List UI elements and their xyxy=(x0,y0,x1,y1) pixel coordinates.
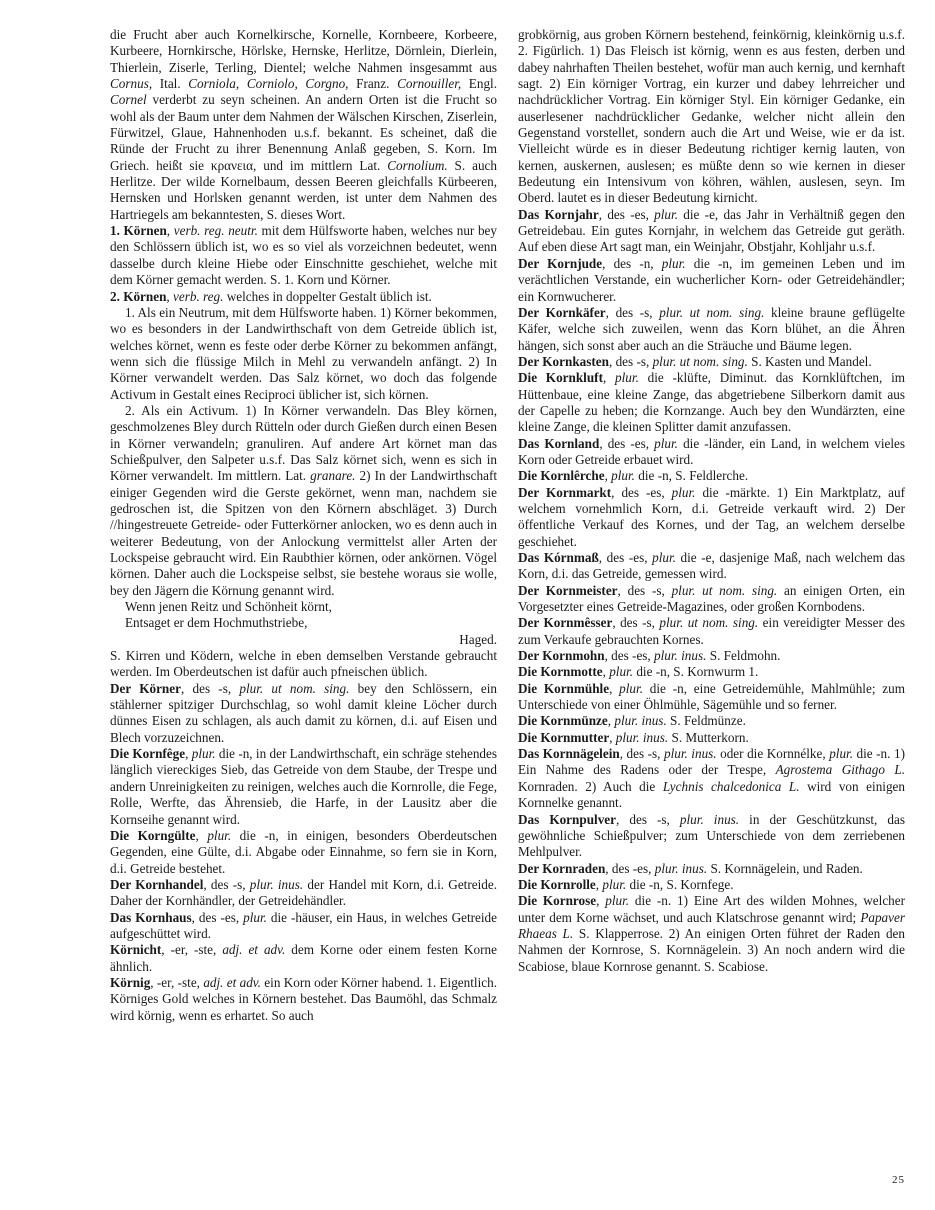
text-run: S. Klapperrose. 2) An einigen Orten führet der Raden den Nahmen der Kornrose, S. Kornnägelein. 3) An noch andern wird die Scabiose, blaue Kornrose genannt. S. Scabiose. xyxy=(518,925,905,974)
text-paragraph xyxy=(518,27,905,207)
italic-text: plur. xyxy=(609,664,634,680)
italic-text: plur. ut nom. sing. xyxy=(659,304,765,320)
text-run: die -klüfte, Diminut. das Kornklüftchen, im Hüttenbaue, eine kleine Zange, das abgetriebene Silberkorn damit aus der Capelle zu heben; die Kornzange. Auch bey den Wundärzten, eine kleine Zange, die kleinen Splitter damit anzufassen. xyxy=(518,370,905,435)
text-run: S. Kornnägelein, und Raden. xyxy=(707,860,863,876)
italic-text: plur. xyxy=(605,893,630,909)
text-paragraph xyxy=(110,403,497,599)
text-run: die -länder, ein Land, in welchem vieles Korn oder Getreide erbauet wird. xyxy=(518,435,905,467)
right-column xyxy=(518,27,905,975)
entry-headword: Das Kornland xyxy=(518,435,600,451)
text-run: an einigen Orten, ein Vorgesetzter eines Getreide-Magazines, oder großen Kornbodens. xyxy=(518,582,906,615)
italic-text: plur. xyxy=(829,746,854,762)
text-run: 1. Als ein Neutrum, mit dem Hülfsworte haben. 1) Körner bekommen, wo es besonders in der Landwirthschaft von dem Getreide üblich ist, welches körnet, wenn es feste oder derbe Körner zu bekommen anfängt, wenn sich die flüssige Milch in Mehl zu verwandeln anfängt. 2) In Körner verwandelt werden. Das Salz körnet, wo doch das folgende Activum in Gestalt eines Reciproci üblicher ist, sich körnen. xyxy=(110,304,497,402)
dictionary-entry xyxy=(518,746,905,811)
text-run: der Handel mit Korn, d.i. Getreide. Daher der Kornhändler, der Getreidehändler. xyxy=(110,876,497,909)
text-run: S. Mutterkorn. xyxy=(668,729,749,745)
text-run: 2) In der Landwirthschaft einiger Gegenden wird die Gerste gekörnet, wenn man, nachdem sie gedroschen ist, die Spitzen von den Körnern abschläget. 3) Durch //hingestreuete Getreide- oder Futterkörner anlocken, wo es denn auch in weiterer Bedeutung, von der Anlockung vermittelst aller Arten der Lockspeise gebraucht wird. Ein Raubthier körnen, oder ankörnen. Vögel körnen. Daher auch die Lockspeise selbst, sie bestehe woraus sie wolle, bey den Jägern die Körnung genannt wird. xyxy=(110,468,498,598)
entry-headword: Körnicht xyxy=(110,942,162,958)
dictionary-entry xyxy=(518,256,905,305)
dictionary-entry xyxy=(518,583,905,616)
entry-headword: Der Kornmarkt xyxy=(518,484,612,500)
dictionary-entry xyxy=(518,893,905,975)
text-run: , xyxy=(604,468,612,484)
italic-text: plur. ut nom. sing. xyxy=(659,615,759,631)
entry-headword: 1. Körnen xyxy=(110,223,167,239)
text-run: S. auch Herlitze. Der wilde Kornelbaum, dessen Beeren gleichfalls Kürbeeren, Hernsken und Horlsken genannt werden, ist unter dem Nahmen des Hartriegels am bekanntesten, S. dieses Wort. xyxy=(110,157,497,222)
text-run: S. Feldmünze. xyxy=(666,713,746,729)
entry-headword: Der Körner xyxy=(110,680,181,696)
italic-text: plur. inus. xyxy=(679,811,740,827)
italic-text: plur. xyxy=(207,827,232,843)
dictionary-entry xyxy=(518,877,905,893)
text-run: ein Korn oder Körner habend. 1. Eigentlich. Körniges Gold welches in Körnern bestehet. Das Baumöhl, das Schmalz wird körnig, wenn es erhartet. So auch xyxy=(110,974,497,1023)
text-run: , des -s, xyxy=(608,353,653,369)
dictionary-entry xyxy=(518,370,905,435)
text-run: , des -s, xyxy=(616,811,680,827)
italic-text: plur. ut nom. sing. xyxy=(671,582,778,598)
italic-text: plur. inus. xyxy=(654,648,707,664)
text-run: Engl. xyxy=(461,76,498,92)
text-run: , xyxy=(609,680,620,696)
dictionary-entry xyxy=(518,664,905,680)
text-run: , des -s, xyxy=(605,304,660,320)
text-run: , des -s, xyxy=(180,680,240,696)
entry-headword: Die Kornmotte xyxy=(518,664,603,680)
text-run: die -n, S. Kornwurm 1. xyxy=(633,664,759,680)
dictionary-entry xyxy=(518,648,905,664)
text-run: die Frucht aber auch Kornelkirsche, Kornelle, Kornbeere, Korbeere, Kurbeere, Hornkirsche, Hörlske, Hernske, Herlitze, Dörnlein, Dierlein, Thierlein, Ziserle, Terling, Dientel; welche Nahmen insgesammt aus xyxy=(110,27,497,75)
italic-text: plur. inus. xyxy=(663,746,717,762)
text-run: kleine braune geflügelte Käfer, welche sich zuweilen, wenn das Korn blühet, an die Ähren hängen, sich sonst aber auch an die Sträuche und Bäume legen. xyxy=(518,304,906,353)
dictionary-entry xyxy=(518,861,905,877)
italic-text: Lychnis chalcedonica L. xyxy=(662,778,800,794)
dictionary-entry xyxy=(110,223,497,288)
text-run: Haged. xyxy=(459,631,497,647)
entry-headword: 2. Körnen xyxy=(110,288,167,304)
italic-text: granare. xyxy=(310,468,356,484)
entry-headword: Der Kornkäfer xyxy=(518,304,606,320)
dictionary-entry xyxy=(110,910,497,943)
text-run: bey den Schlössern, ein stählerner spitziger Durchschlag, so wohl damit kleine Löcher durch dünnes Eisen zu schlagen, als auch damit zu körnen, d.i. auf Eisen und Blech vorzuzeichnen. xyxy=(110,680,497,745)
text-run: verderbt zu seyn scheinen. An andern Orten ist die Frucht so wohl als der Baum unter dem Nahmen der Wälschen Kirschen, Ziserlein, Fürwitzel, Glaue, Hahnenhoden u.s.f. bekannt. Es scheinet, daß die Ründe der Frucht zu ihrer Benennung Anlaß gegeben, S. Korn. Im Griech. heißt sie κρανεια, und im mittlern Lat. xyxy=(110,92,497,173)
text-run: , des -s, xyxy=(619,746,664,762)
entry-headword: Die Kornmutter xyxy=(518,729,610,745)
page-number: 25 xyxy=(892,1174,905,1186)
entry-headword: Das Kornnägelein xyxy=(518,746,620,762)
text-run: , xyxy=(602,664,610,680)
text-paragraph xyxy=(110,599,497,615)
entry-headword: Der Kornjude xyxy=(518,255,603,271)
entry-headword: Der Kornkasten xyxy=(518,353,609,369)
text-run: , des -es, xyxy=(598,206,655,222)
text-run: welches in doppelter Gestalt üblich ist. xyxy=(223,288,432,304)
entry-headword: Das Kornjahr xyxy=(518,206,599,222)
italic-text: plur. xyxy=(243,909,267,925)
italic-text: plur. inus. xyxy=(615,729,669,745)
entry-headword: Die Kornfêge xyxy=(110,746,186,762)
dictionary-entry xyxy=(518,550,905,583)
entry-headword: Körnig xyxy=(110,974,151,990)
text-run: mit dem Hülfsworte haben, welches nur bey den Schlössern üblich ist, wo es so viel als vorzeichnen bedeutet, wenn dasselbe durch kleine Hiebe oder Einschnitte geschiehet, welche mit dem Körner gemacht werden. S. 1. Korn und Körner. xyxy=(110,223,498,288)
entry-headword: Der Kornmêsser xyxy=(518,615,613,631)
text-run: , des -n, xyxy=(602,255,662,271)
entry-headword: Das Kornpulver xyxy=(518,811,616,827)
left-column xyxy=(110,27,497,1024)
italic-text: Papaver Rhaeas L. xyxy=(518,909,905,941)
entry-headword: Der Kornmeister xyxy=(518,582,618,598)
text-paragraph xyxy=(110,305,497,403)
text-run: grobkörnig, aus groben Körnern bestehend, feinkörnig, kleinkörnig u.s.f. 2. Figürlich. 1) Das Fleisch ist körnig, wenn es aus festen, derben und dabey nahrhaften Theilen bestehet, wofür man auch kernig, und kernhaft sagt. 2) Ein körniger Vortrag, ein kurzer und dabey lehrreicher und nachdrücklicher Vortrag. Ein körniger Styl. Ein körniger Gedanke, ein auserlesener nachdrücklicher Gedanke, welcher nicht allein den Gegenstand vorstellet, sondern auch die Art und Weise, wie er da ist. Vielleicht würde es in dieser Bedeutung richtiger kernig lauten, von kernen, auskernen, auslesen; es müßte denn so wie kernen in dieser Bedeutung ein Intensivum von köhren, wählen, auslesen, seyn. Im Oberd. lautet es in dieser Bedeutung kirnicht. xyxy=(518,27,905,206)
text-paragraph xyxy=(110,615,497,631)
text-run: die -n, eine Getreidemühle, Mahlmühle; zum Unterschiede von einer Öhlmühle, Sägemühle und so ferner. xyxy=(518,680,905,713)
text-run: die -häuser, ein Haus, in welches Getreide aufgeschüttet wird. xyxy=(110,909,498,941)
italic-text: verb. reg. xyxy=(173,288,224,304)
entry-headword: Das Kornhaus xyxy=(110,909,192,925)
text-run: Ital. xyxy=(152,76,189,92)
dictionary-entry xyxy=(110,975,497,1024)
text-run: dem Korne oder einem festen Korne ähnlich. xyxy=(110,942,497,974)
text-paragraph xyxy=(110,648,497,681)
text-run: die -e, dasjenige Maß, nach welchem das Korn, d.i. das Getreide, gemessen wird. xyxy=(518,550,905,582)
text-run: , des -es, xyxy=(605,860,655,876)
dictionary-entry xyxy=(518,812,905,861)
text-run: S. Feldmohn. xyxy=(706,648,781,664)
italic-text: adj. et adv. xyxy=(203,974,261,990)
text-run: , des -s, xyxy=(612,615,660,631)
dictionary-entry xyxy=(518,713,905,729)
text-run: die -e, das Jahr in Verhältniß gegen den Getreidebau. Ein gutes Kornjahr, in welchem das Getreide gut geräth. Auf eben diese Art sagt man, ein Weinjahr, Obstjahr, Kohljahr u.s.f. xyxy=(518,206,905,255)
text-run: die -n, in einigen, besonders Oberdeutschen Gegenden, eine Gülte, d.i. Abgabe oder Einnahme, so fern sie in Korn, d.i. Getreide bestehet. xyxy=(110,827,498,876)
text-run: wird von einigen Kornnelke genannt. xyxy=(518,778,905,811)
text-run: oder die Kornnélke, xyxy=(716,746,830,762)
text-run: , des -es, xyxy=(604,648,655,664)
text-run: , des -s, xyxy=(203,876,250,892)
dictionary-entry xyxy=(110,681,497,746)
text-run: Franz. xyxy=(348,76,398,92)
dictionary-entry xyxy=(518,354,905,370)
text-run: , xyxy=(185,746,192,762)
text-paragraph xyxy=(110,27,497,223)
text-run: , xyxy=(602,370,616,386)
italic-text: plur. ut nom. sing. xyxy=(239,680,350,696)
text-run: , des -es, xyxy=(611,484,672,500)
text-run: , des -s, xyxy=(617,582,672,598)
italic-text: plur. ut nom. sing. xyxy=(652,353,748,369)
dictionary-entry xyxy=(518,681,905,714)
italic-text: Cornolium. xyxy=(387,157,448,173)
entry-headword: Das Kórnmaß xyxy=(518,550,599,565)
entry-headword: Die Korngülte xyxy=(110,827,196,843)
text-run: die -n, im gemeinen Leben und im verächtlichen Verstande, ein wucherlicher Korn- oder Getreidehändler; ein Kornwucherer. xyxy=(518,255,905,304)
text-run: , des -es, xyxy=(191,909,244,925)
italic-text: plur. xyxy=(654,206,678,222)
italic-text: plur. xyxy=(652,550,676,565)
text-run: , -er, -ste, xyxy=(150,974,204,990)
entry-headword: Die Kornkluft xyxy=(518,370,603,386)
text-run: , des -es, xyxy=(599,435,655,451)
text-run: , xyxy=(607,713,615,729)
entry-headword: Die Kornlêrche xyxy=(518,468,605,484)
text-run: die -märkte. 1) Ein Marktplatz, auf welchem vornehmlich Korn, d.i. Getreide verkauft wird. 2) Der öffentliche Verkauf des Kornes, und der Tag, an welchem derselbe geschiehet. xyxy=(518,484,905,549)
entry-headword: Die Kornmühle xyxy=(518,680,610,696)
italic-text: plur. inus. xyxy=(249,876,304,892)
italic-text: plur. xyxy=(619,680,643,696)
entry-headword: Die Kornrose xyxy=(518,893,597,909)
dictionary-entry xyxy=(518,207,905,256)
italic-text: plur. xyxy=(671,484,696,500)
italic-text: plur. xyxy=(661,255,686,271)
text-run: , xyxy=(596,893,606,909)
italic-text: plur. xyxy=(611,468,635,484)
text-run: , xyxy=(595,876,603,892)
text-run: , -er, -ste, xyxy=(161,942,223,958)
text-run: die -n, S. Kornfege. xyxy=(626,876,734,892)
italic-text: Agrostema Githago L. xyxy=(775,762,905,778)
dictionary-entry xyxy=(110,828,497,877)
entry-headword: Der Kornraden xyxy=(518,860,606,876)
italic-text: plur. xyxy=(654,435,678,451)
italic-text: Corniola, Corniolo, Corgno, xyxy=(188,76,349,92)
text-run: die -n, S. Feldlerche. xyxy=(634,468,749,484)
text-run: , xyxy=(195,827,208,843)
entry-headword: Der Kornhandel xyxy=(110,876,204,892)
italic-text: plur. inus. xyxy=(614,713,667,729)
dictionary-entry xyxy=(518,615,905,648)
italic-text: Cornouiller, xyxy=(397,76,462,92)
dictionary-entry xyxy=(110,877,497,910)
text-run: , xyxy=(166,223,174,239)
italic-text: Cornel xyxy=(110,92,147,108)
text-run: die -n. 1) Ein Nahme des Radens oder der Trespe, xyxy=(518,746,905,778)
dictionary-entry xyxy=(110,942,497,975)
text-run: Wenn jenen Reitz und Schönheit körnt, xyxy=(125,599,332,615)
italic-text: verb. reg. neutr. xyxy=(173,223,258,239)
text-run: Entsaget er dem Hochmuthstriebe, xyxy=(125,615,308,631)
dictionary-entry xyxy=(518,730,905,746)
italic-text: plur. xyxy=(602,876,627,892)
italic-text: Cornus, xyxy=(110,76,153,92)
text-run: , xyxy=(166,288,174,304)
text-run: die -n, in der Landwirthschaft, ein schräge stehendes länglich viereckiges Sieb, das Getreide von dem Staube, der Trespe und andern Unreinigkeiten zu reinigen, welches auch die Kornrolle, die Fege, Rolle, Werfte, das Ährensieb, die Harfe, in der Lausitz aber die Kornseihe genannt wird. xyxy=(110,746,498,827)
dictionary-entry xyxy=(518,305,905,354)
dictionary-entry xyxy=(110,746,497,828)
dictionary-entry xyxy=(518,485,905,550)
text-run: 2. Als ein Activum. 1) In Körner verwandeln. Das Bley körnen, geschmolzenes Bley durch Rütteln oder durch Gießen durch einen Besen in Körner verwandeln; granuliren. Auf andere Art körnet man das Schießpulver, den Salpeter u.s.f. Das Salz körnet sich, wenn es sich in Körner verwandelt. Im mittlern. Lat. xyxy=(110,402,497,484)
italic-text: plur. xyxy=(191,746,216,762)
entry-headword: Die Kornrolle xyxy=(518,876,596,892)
entry-headword: Der Kornmohn xyxy=(518,648,605,664)
entry-headword: Die Kornmünze xyxy=(518,713,608,729)
dictionary-entry xyxy=(518,436,905,469)
text-paragraph xyxy=(110,632,497,648)
dictionary-entry xyxy=(518,468,905,484)
dictionary-entry xyxy=(110,289,497,305)
text-run: in der Geschützkunst, das gewöhnliche Schießpulver; zum Unterschiede von dem zerriebenen Mehlpulver. xyxy=(518,811,905,860)
italic-text: plur. xyxy=(615,370,639,386)
italic-text: adj. et adv. xyxy=(222,942,286,958)
text-run: , xyxy=(609,729,616,745)
text-run: die -n. 1) Eine Art des wilden Mohnes, welcher unter dem Korne wächset, und auch Klatschrose genannt wird; xyxy=(518,893,906,925)
text-run: S. Kirren und Ködern, welche in eben demselben Verstande gebraucht werden. Im Oberdeutschen ist dafür auch pfneischen üblich. xyxy=(110,648,497,680)
text-run: Kornraden. 2) Auch die xyxy=(518,778,663,794)
text-run: ein vereidigter Messer des zum Verkaufe gebrauchten Kornes. xyxy=(518,615,905,647)
text-run: S. Kasten und Mandel. xyxy=(747,353,872,369)
italic-text: plur. inus. xyxy=(654,860,708,876)
text-run: , des -es, xyxy=(598,550,653,565)
